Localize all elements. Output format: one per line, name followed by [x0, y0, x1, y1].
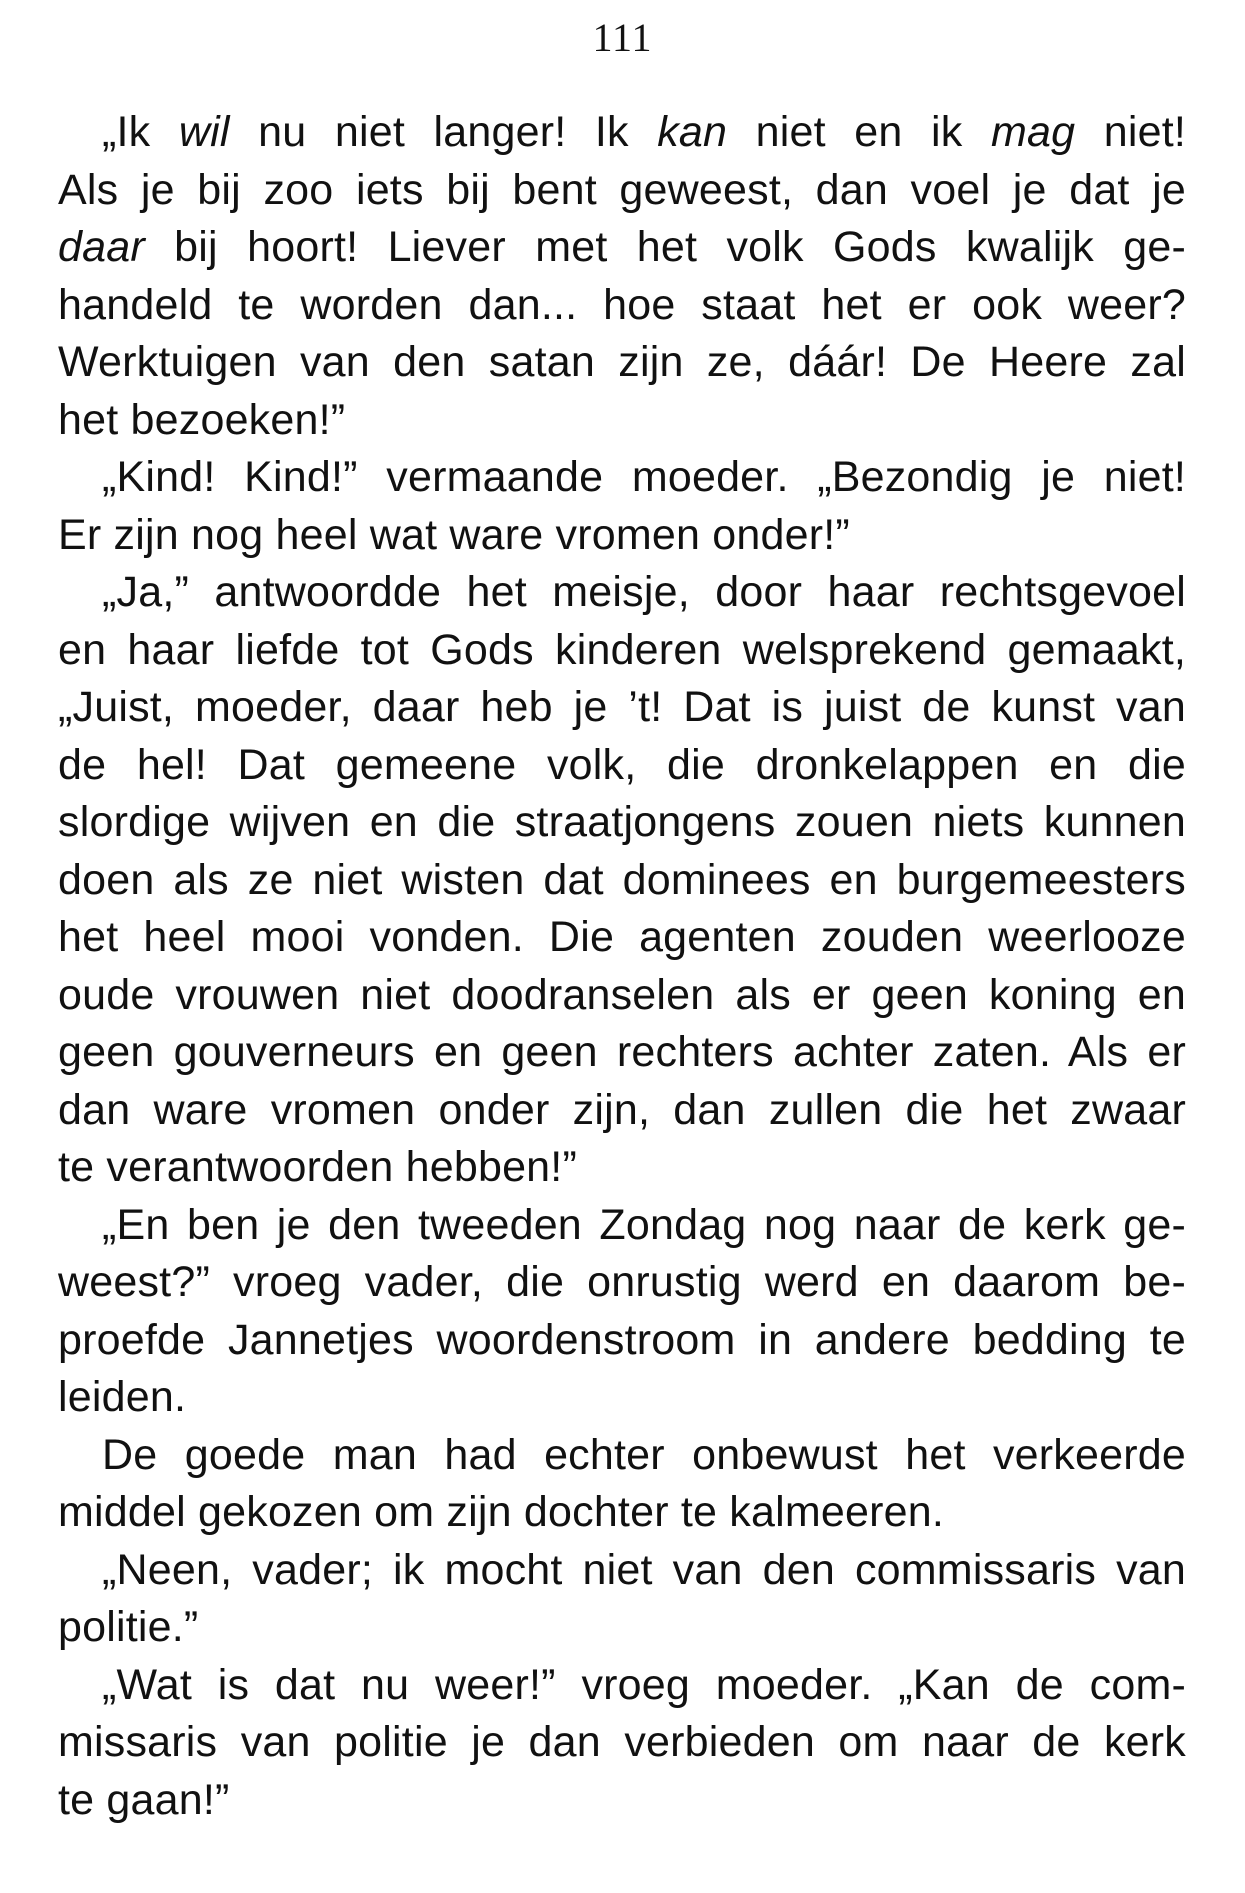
text-segment: „Wat is dat nu weer!” vroeg moeder. „Kan de com- — [102, 1660, 1186, 1709]
text-segment: „Kind! Kind!” vermaande moeder. „Bezondig je niet! — [102, 453, 1186, 501]
text-line — [58, 1139, 1186, 1197]
text-segment: het heel mooi vonden. Die agenten zouden weerlooze — [58, 913, 1186, 961]
text-segment: slordige wijven en die straatjongens zouen niets kunnen — [58, 798, 1186, 846]
text-line — [58, 1024, 1186, 1082]
text-segment: niet! — [1075, 108, 1186, 156]
paragraph — [58, 104, 1186, 449]
text-line — [58, 1427, 1186, 1485]
text-segment: Er zijn nog heel wat ware vromen onder!” — [58, 510, 850, 559]
text-line — [58, 219, 1186, 277]
text-line — [58, 564, 1186, 622]
text-line — [58, 1484, 1186, 1542]
paragraph — [58, 449, 1186, 564]
paragraph — [58, 1427, 1186, 1542]
text-line — [58, 1082, 1186, 1140]
text-line — [58, 392, 1186, 450]
text-line — [58, 1657, 1186, 1715]
text-segment: „Ja,” antwoordde het meisje, door haar rechtsgevoel — [102, 568, 1186, 616]
text-segment: de hel! Dat gemeene volk, die dronkelappen en die — [58, 740, 1186, 789]
text-segment: doen als ze niet wisten dat dominees en burgemeesters — [58, 855, 1186, 904]
text-line — [58, 1542, 1186, 1600]
text-line — [58, 1369, 1186, 1427]
text-segment: bij hoort! Liever met het volk Gods kwalijk ge- — [144, 223, 1186, 271]
text-segment: missaris van politie je dan verbieden om naar de kerk — [58, 1718, 1186, 1766]
text-line — [58, 334, 1186, 392]
text-segment: Werktuigen van den satan zijn ze, dáár! De Heere zal — [58, 338, 1186, 386]
text-line — [58, 1772, 1186, 1830]
text-segment: oude vrouwen niet doodranselen als er geen koning en — [58, 970, 1186, 1019]
text-line — [58, 1312, 1186, 1370]
text-line — [58, 162, 1186, 220]
text-segment: Als je bij zoo iets bij bent geweest, dan voel je dat je — [58, 165, 1186, 214]
text-segment: leiden. — [58, 1373, 187, 1421]
text-line — [58, 967, 1186, 1025]
text-segment: te verantwoorden hebben!” — [58, 1143, 577, 1191]
text-segment: De goede man had echter onbewust het verkeerde — [102, 1430, 1186, 1479]
text-segment: niet en ik — [727, 108, 991, 156]
body-text — [58, 104, 1186, 1829]
text-segment: geen gouverneurs en geen rechters achter zaten. Als er — [58, 1028, 1186, 1076]
text-line — [58, 449, 1186, 507]
text-segment: te gaan!” — [58, 1775, 230, 1824]
emphasized-word: mag — [990, 108, 1076, 156]
paragraph — [58, 564, 1186, 1197]
paragraph — [58, 1197, 1186, 1427]
text-segment: „Juist, moeder, daar heb je ’t! Dat is juist de kunst van — [58, 683, 1186, 731]
text-segment: het bezoeken!” — [58, 395, 346, 444]
text-line — [58, 104, 1186, 162]
paragraph — [58, 1657, 1186, 1830]
text-line — [58, 909, 1186, 967]
text-segment: middel gekozen om zijn dochter te kalmeeren. — [58, 1488, 944, 1536]
text-segment: proefde Jannetjes woordenstroom in andere bedding te — [58, 1315, 1186, 1364]
emphasized-word: kan — [657, 108, 728, 156]
text-line — [58, 679, 1186, 737]
text-segment: „Ik — [102, 108, 179, 156]
text-line — [58, 1254, 1186, 1312]
text-segment: politie.” — [58, 1603, 199, 1651]
text-segment: weest?” vroeg vader, die onrustig werd en daarom be- — [58, 1258, 1186, 1306]
text-line — [58, 1714, 1186, 1772]
text-segment: en haar liefde tot Gods kinderen welsprekend gemaakt, — [58, 625, 1186, 674]
text-segment: handeld te worden dan... hoe staat het er ook weer? — [58, 280, 1186, 329]
emphasized-word: daar — [58, 223, 145, 271]
text-segment: nu niet langer! Ik — [229, 108, 658, 156]
text-line — [58, 852, 1186, 910]
paragraph — [58, 1542, 1186, 1657]
text-segment: „Neen, vader; ik mocht niet van den commissaris van — [102, 1545, 1186, 1594]
text-segment: dan ware vromen onder zijn, dan zullen die het zwaar — [58, 1085, 1186, 1134]
text-line — [58, 622, 1186, 680]
text-line — [58, 737, 1186, 795]
text-line — [58, 1599, 1186, 1657]
text-segment: „En ben je den tweeden Zondag nog naar de kerk ge- — [102, 1200, 1186, 1249]
text-line — [58, 507, 1186, 565]
text-line — [58, 1197, 1186, 1255]
emphasized-word: wil — [178, 108, 230, 156]
page-number: 111 — [592, 15, 653, 60]
text-line — [58, 794, 1186, 852]
text-line — [58, 277, 1186, 335]
